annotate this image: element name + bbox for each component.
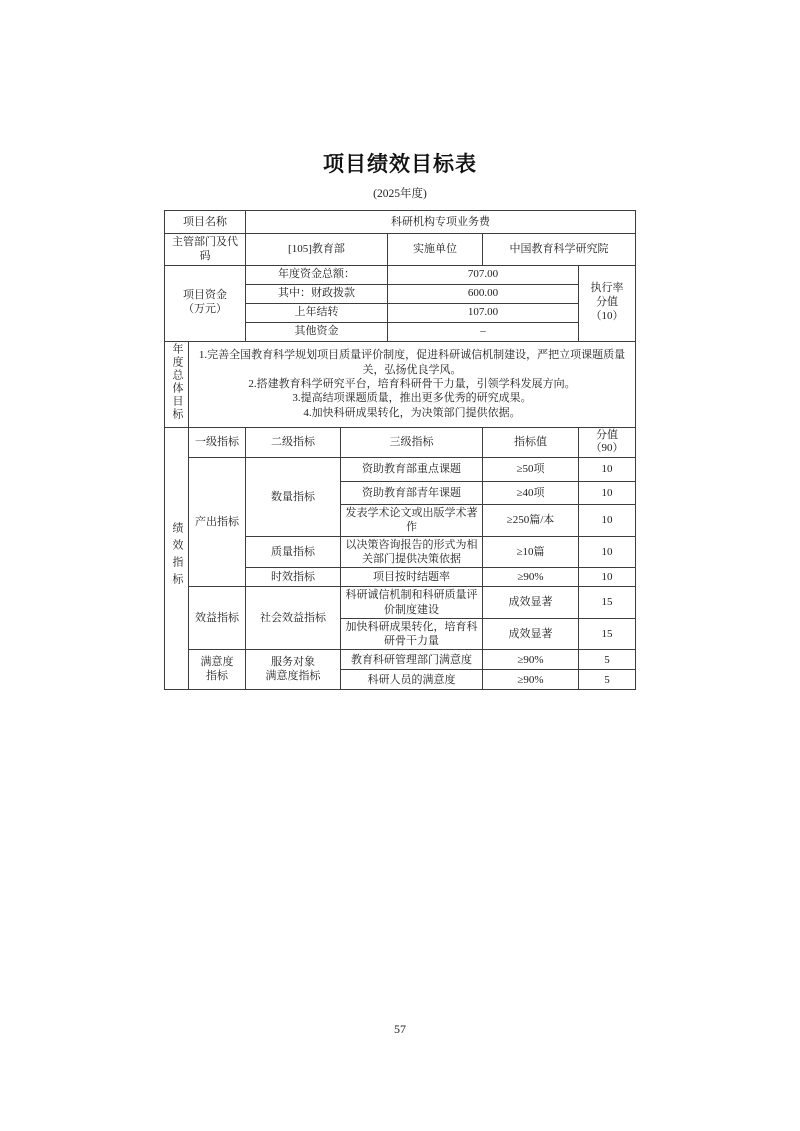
implement-unit-value: 中国教育科学研究院 (482, 234, 635, 266)
level1-output: 产出指标 (188, 458, 245, 587)
indicator-target: 成效显著 (482, 587, 578, 619)
level1-satisfaction-line1: 满意度 (200, 656, 234, 669)
level2-service-line2: 满意度指标 (265, 669, 321, 682)
department-value: [105]教育部 (245, 234, 387, 266)
indicator-row-8 (164, 650, 635, 670)
goal-line-2: 2.搭建教育科学研究平台，培育科研骨干力量，引领学科发展方向。 (248, 377, 576, 390)
indicator-target: ≥90% (482, 568, 578, 587)
indicator-score: 15 (578, 587, 635, 619)
funding-fiscal-label: 其中：财政拨款 (245, 284, 387, 303)
level2-timeliness: 时效指标 (245, 568, 340, 587)
indicator-score: 10 (578, 505, 635, 537)
indicator-score: 15 (578, 618, 635, 650)
indicators-label: 绩效指标 (170, 522, 183, 591)
header-level3: 三级指标 (340, 427, 482, 458)
funding-other-value: – (387, 322, 578, 341)
performance-target-table (164, 210, 636, 690)
indicators-header-row (164, 427, 635, 458)
page-number: 57 (394, 1022, 406, 1036)
funding-total-label: 年度资金总额： (245, 265, 387, 284)
level2-quantity: 数量指标 (245, 458, 340, 537)
indicator-score: 10 (578, 482, 635, 505)
funding-label (164, 265, 245, 341)
indicator-name: 以决策咨询报告的形式为相关部门提供决策依据 (340, 536, 482, 568)
indicator-name: 加快科研成果转化，培育科研骨干力量 (340, 618, 482, 650)
indicator-row-1 (164, 458, 635, 482)
level1-benefit: 效益指标 (188, 587, 245, 650)
indicator-target: ≥90% (482, 670, 578, 690)
indicator-name: 发表学术论文或出版学术著作 (340, 505, 482, 537)
indicator-target: 成效显著 (482, 618, 578, 650)
indicator-score: 10 (578, 536, 635, 568)
header-level2: 二级指标 (245, 427, 340, 458)
indicator-target: ≥10篇 (482, 536, 578, 568)
funding-row-total (164, 265, 635, 284)
funding-fiscal-value: 600.00 (387, 284, 578, 303)
funding-label-line2: （万元） (182, 303, 227, 316)
indicator-target: ≥50项 (482, 458, 578, 482)
page-title: 项目绩效目标表 (323, 153, 477, 176)
annual-goals-label: 年度总体目标 (170, 342, 183, 421)
indicator-name: 科研人员的满意度 (340, 670, 482, 690)
funding-label-line1: 项目资金 (182, 289, 227, 302)
level1-satisfaction (188, 650, 245, 690)
execution-score-line2: 分值 (596, 296, 618, 309)
indicator-name: 科研诚信机制和科研质量评价制度建设 (340, 587, 482, 619)
indicator-score: 5 (578, 650, 635, 670)
indicator-name: 教育科研管理部门满意度 (340, 650, 482, 670)
header-score-line1: 分值 (596, 428, 618, 441)
indicator-score: 10 (578, 458, 635, 482)
execution-score-line1: 执行率 (590, 282, 624, 295)
indicator-score: 10 (578, 568, 635, 587)
goal-line-1: 1.完善全国教育科学规划项目质量评价制度，促进科研诚信机制建设，严把立项课题质量关，弘扬优良学风。 (198, 349, 626, 376)
department-label: 主管部门及代码 (164, 234, 245, 266)
level1-satisfaction-line2: 指标 (205, 669, 228, 682)
indicator-name: 资助教育部青年课题 (340, 482, 482, 505)
level2-service-line1: 服务对象 (270, 656, 315, 669)
indicator-row-6 (164, 587, 635, 619)
indicator-target: ≥40项 (482, 482, 578, 505)
indicator-target: ≥250篇/本 (482, 505, 578, 537)
execution-score-line3: （10） (590, 309, 624, 322)
project-name-value: 科研机构专项业务费 (245, 211, 635, 234)
indicator-score: 5 (578, 670, 635, 690)
indicator-name: 资助教育部重点课题 (340, 458, 482, 482)
department-row (164, 234, 635, 266)
goal-line-3: 3.提高结项课题质量，推出更多优秀的研究成果。 (292, 392, 532, 405)
level2-service (245, 650, 340, 690)
header-score-line2: （90） (590, 442, 624, 455)
header-score (578, 427, 635, 458)
funding-total-value: 707.00 (387, 265, 578, 284)
goal-line-4: 4.加快科研成果转化，为决策部门提供依据。 (303, 406, 521, 419)
page-subtitle: (2025年度) (373, 188, 427, 200)
funding-carryover-label: 上年结转 (245, 303, 387, 322)
indicator-name: 项目按时结题率 (340, 568, 482, 587)
indicators-label-cell (164, 427, 188, 690)
implement-unit-label: 实施单位 (387, 234, 482, 266)
indicator-target: ≥90% (482, 650, 578, 670)
execution-score-cell (578, 265, 635, 341)
project-name-label: 项目名称 (164, 211, 245, 234)
level2-quality: 质量指标 (245, 536, 340, 568)
annual-goals-row (164, 341, 635, 427)
header-value: 指标值 (482, 427, 578, 458)
header-level1: 一级指标 (188, 427, 245, 458)
funding-other-label: 其他资金 (245, 322, 387, 341)
project-name-row (164, 211, 635, 234)
annual-goals-label-cell (164, 341, 188, 427)
level2-social: 社会效益指标 (245, 587, 340, 650)
funding-carryover-value: 107.00 (387, 303, 578, 322)
annual-goals-content (188, 341, 635, 427)
